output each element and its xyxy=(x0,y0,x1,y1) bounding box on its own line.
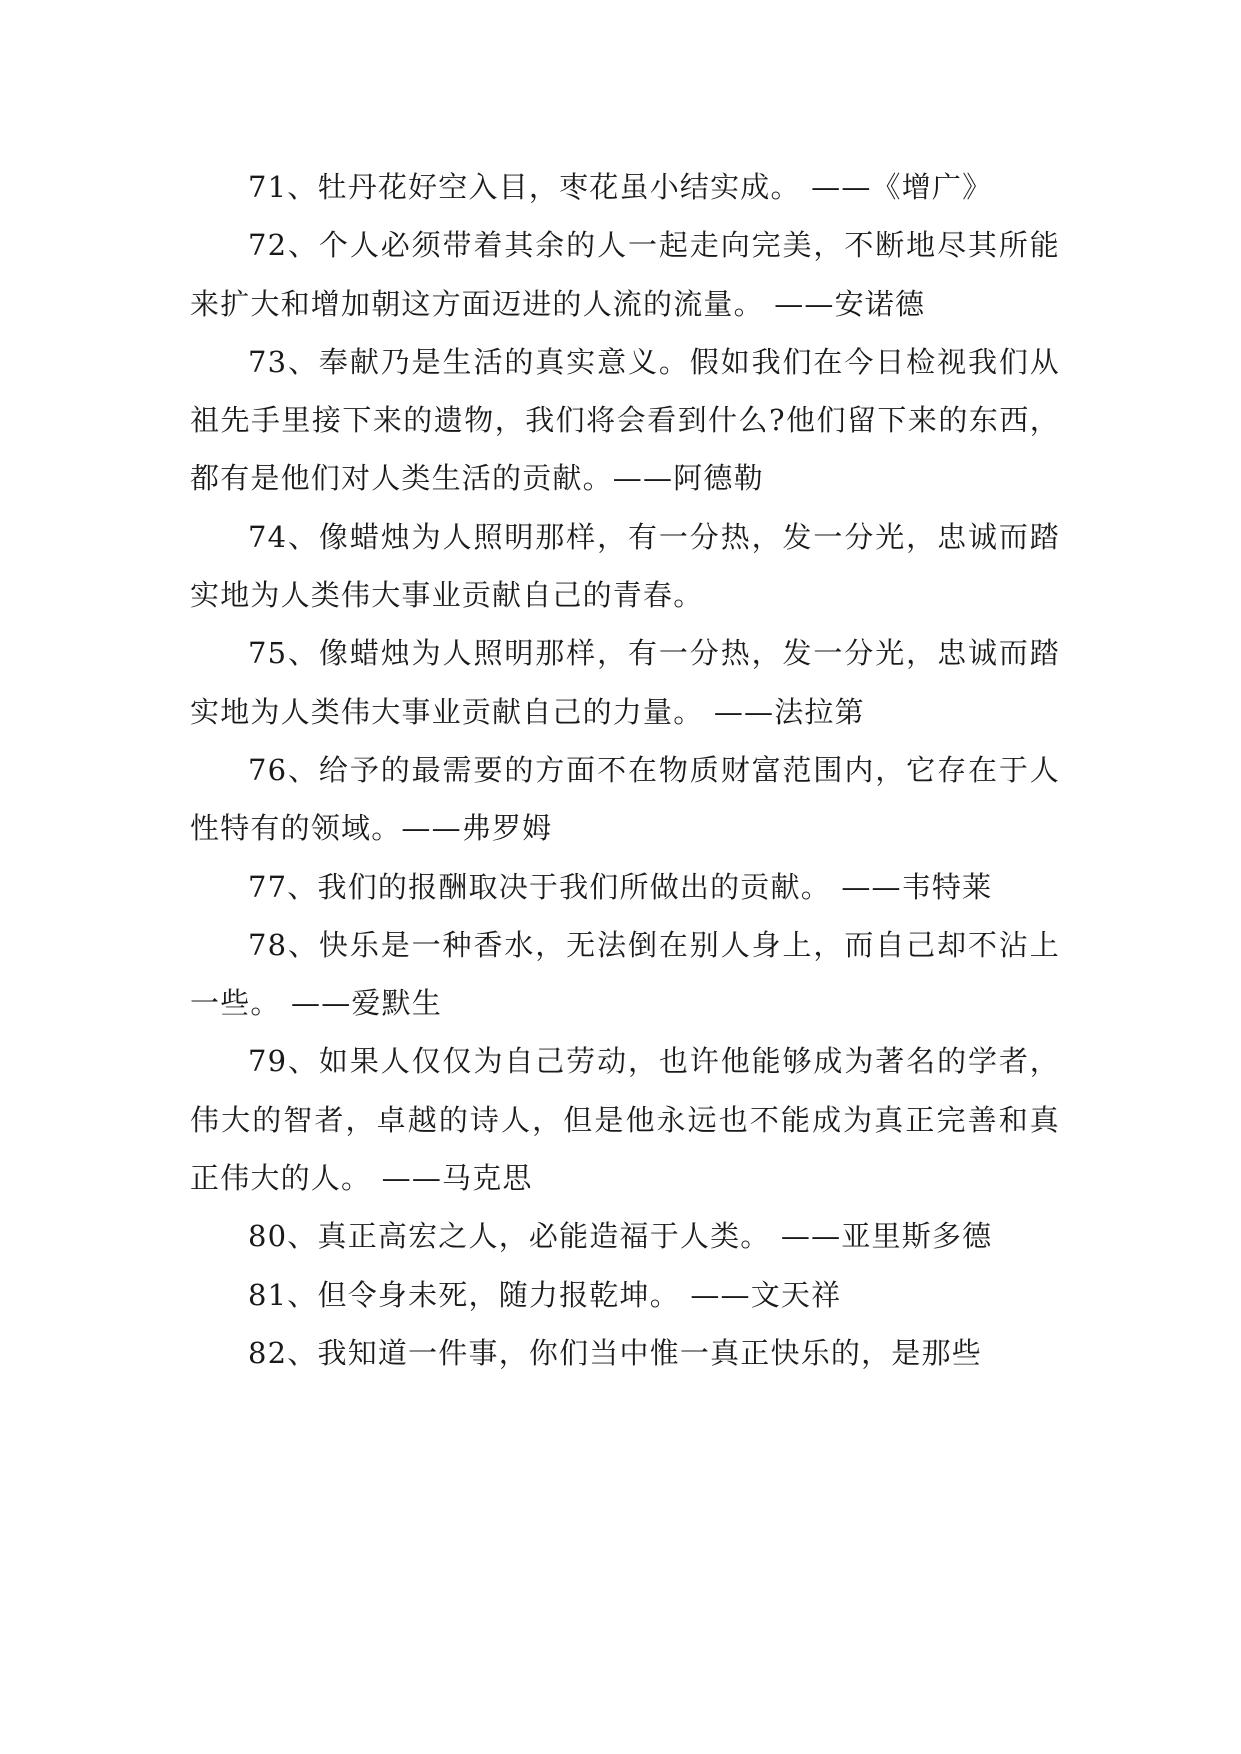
quote-list xyxy=(190,158,1060,1382)
quote-79: 79、如果人仅仅为自己劳动，也许他能够成为著名的学者，伟大的智者，卓越的诗人，但是他永远也不能成为真正完善和真正伟大的人。 ——马克思 xyxy=(190,1044,1060,1196)
quote-82: 82、我知道一件事，你们当中惟一真正快乐的，是那些 xyxy=(248,1335,982,1370)
quote-73: 73、奉献乃是生活的真实意义。假如我们在今日检视我们从祖先手里接下来的遗物，我们将会看到什么?他们留下来的东西，都有是他们对人类生活的贡献。——阿德勒 xyxy=(190,344,1060,496)
quote-71: 71、牡丹花好空入目，枣花虽小结实成。 ——《增广》 xyxy=(248,170,993,204)
quote-72: 72、个人必须带着其余的人一起走向完美，不断地尽其所能来扩大和增加朝这方面迈进的人流的流量。 ——安诺德 xyxy=(190,228,1060,321)
quote-76: 76、给予的最需要的方面不在物质财富范围内，它存在于人性特有的领域。——弗罗姆 xyxy=(190,752,1060,846)
quote-81: 81、但令身未死，随力报乾坤。 ——文天祥 xyxy=(248,1277,842,1312)
quote-77: 77、我们的报酬取决于我们所做出的贡献。 ——韦特莱 xyxy=(248,869,993,904)
quote-74: 74、像蜡烛为人照明那样，有一分热，发一分光，忠诚而踏实地为人类伟大事业贡献自己的青春。 xyxy=(190,519,1060,613)
quote-78: 78、快乐是一种香水，无法倒在别人身上，而自己却不沾上一些。 ——爱默生 xyxy=(190,927,1060,1021)
quote-75: 75、像蜡烛为人照明那样，有一分热，发一分光，忠诚而踏实地为人类伟大事业贡献自己的力量。 ——法拉第 xyxy=(190,636,1060,729)
quote-80: 80、真正高宏之人，必能造福于人类。 ——亚里斯多德 xyxy=(248,1219,993,1254)
